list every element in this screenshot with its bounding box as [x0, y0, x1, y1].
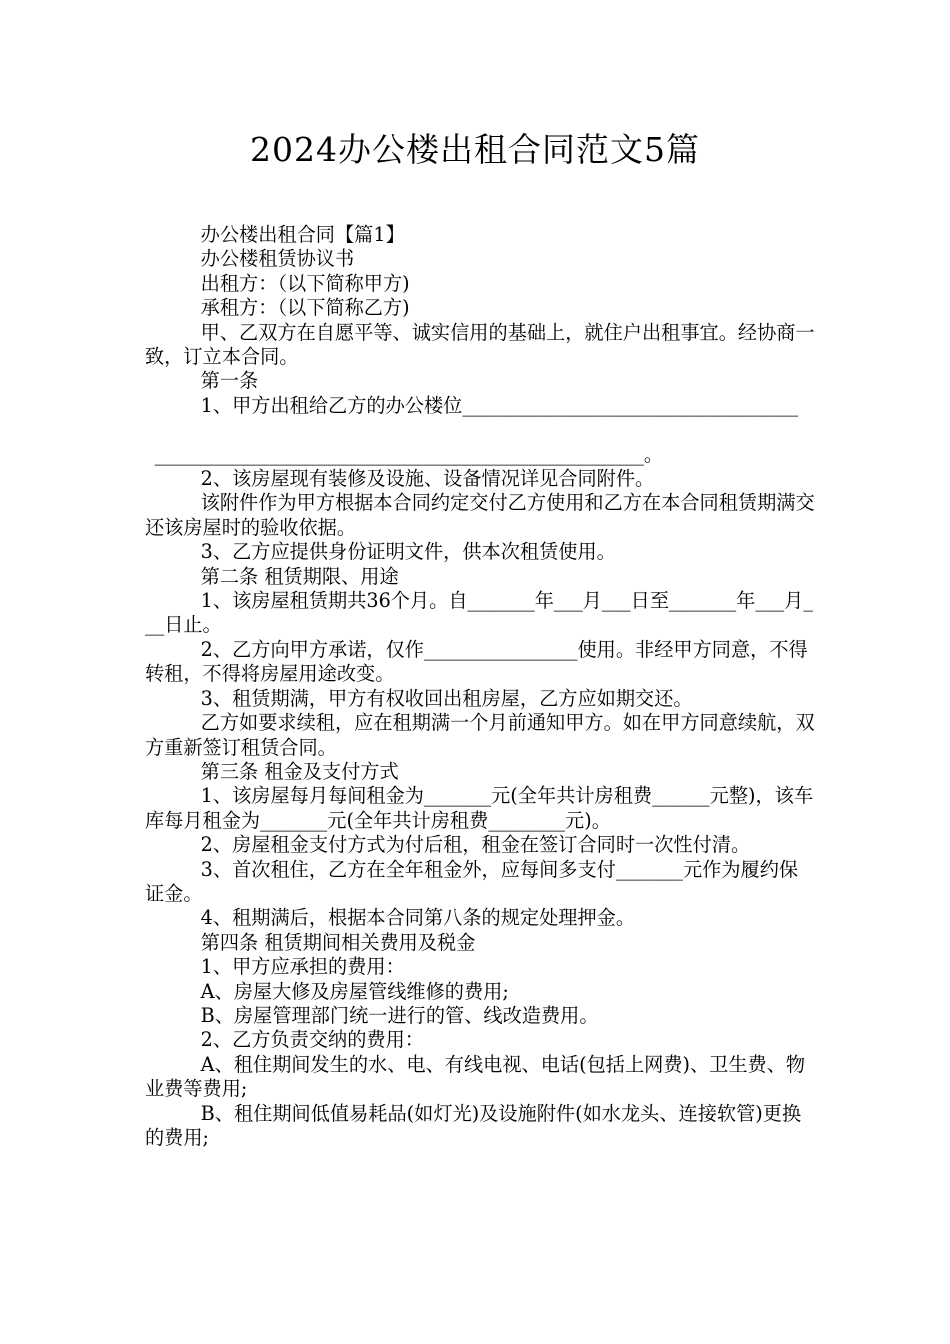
clause-paragraph: 1、该房屋每月每间租金为_______元(全年共计房租费______元整)，该车库每月租金为_______元(全年共计房租费________元)。	[145, 784, 814, 832]
clause-paragraph: 1、甲方出租给乙方的办公楼位___________________________________	[200, 393, 799, 417]
lessor-line: 出租方：（以下简称甲方)	[200, 271, 410, 295]
clause-paragraph: 2、房屋租金支付方式为付后租，租金在签订合同时一次性付清。	[200, 833, 751, 857]
fill-in-line: ___________________________________________________。	[154, 442, 664, 466]
document-body	[145, 223, 815, 1150]
section-heading: 办公楼出租合同【篇1】	[200, 223, 405, 246]
clause-paragraph: 4、租期满后，根据本合同第八条的规定处理押金。	[200, 906, 636, 930]
lessee-line: 承租方：（以下简称乙方)	[200, 296, 410, 320]
article-heading: 第二条 租赁期限、用途	[200, 564, 399, 588]
clause-paragraph: B、房屋管理部门统一进行的管、线改造费用。	[200, 1003, 599, 1027]
document-title: 2024办公楼出租合同范文5篇	[250, 130, 700, 169]
clause-paragraph: 2、乙方向甲方承诺，仅作________________使用。非经甲方同意，不得转租，不得将房屋用途改变。	[145, 637, 808, 686]
clause-paragraph: 3、乙方应提供身份证明文件，供本次租赁使用。	[200, 540, 616, 564]
clause-paragraph: 乙方如要求续租，应在租期满一个月前通知甲方。如在甲方同意续航，双方重新签订租赁合同。	[145, 711, 815, 759]
agreement-title: 办公楼租赁协议书	[200, 247, 355, 271]
clause-paragraph: 1、甲方应承担的费用：	[200, 955, 405, 979]
clause-paragraph: A、房屋大修及房屋管线维修的费用;	[200, 979, 509, 1003]
clause-paragraph: A、租住期间发生的水、电、有线电视、电话(包括上网费)、卫生费、物业费等费用;	[145, 1052, 806, 1101]
preamble-paragraph: 甲、乙双方在自愿平等、诚实信用的基础上，就住户出租事宜。经协商一致，订立本合同。	[145, 320, 815, 369]
article-heading: 第四条 租赁期间相关费用及税金	[200, 930, 476, 954]
clause-paragraph: 2、该房屋现有装修及设施、设备情况详见合同附件。	[200, 467, 655, 491]
clause-paragraph: B、租住期间低值易耗品(如灯光)及设施附件(如水龙头、连接软管)更换的费用;	[145, 1101, 802, 1150]
clause-paragraph: 3、租赁期满，甲方有权收回出租房屋，乙方应如期交还。	[200, 686, 693, 710]
clause-paragraph: 该附件作为甲方根据本合同约定交付乙方使用和乙方在本合同租赁期满交还该房屋时的验收依据。	[145, 491, 815, 539]
clause-paragraph: 2、乙方负责交纳的费用：	[200, 1028, 424, 1052]
clause-paragraph: 3、首次租住，乙方在全年租金外，应每间多支付_______元作为履约保证金。	[145, 857, 799, 905]
clause-paragraph: 1、该房屋租赁期共36个月。自_______年___月___日至_______年___月___日止。	[145, 589, 813, 637]
article-heading: 第三条 租金及支付方式	[200, 759, 399, 783]
article-heading: 第一条	[200, 369, 259, 393]
blank-line	[145, 418, 815, 442]
